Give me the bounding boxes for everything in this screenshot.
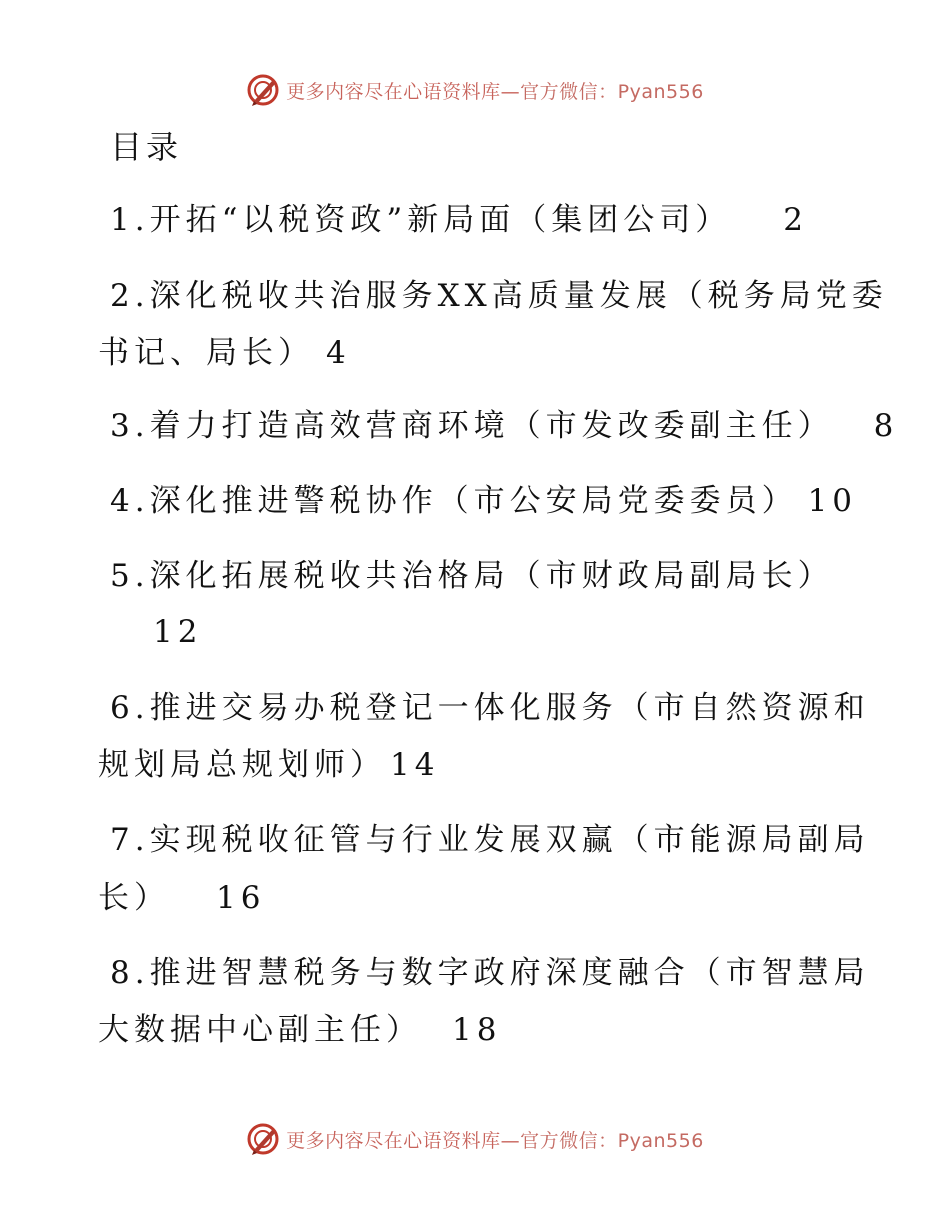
footer-banner-dash: — bbox=[500, 1129, 521, 1152]
pen-logo-icon bbox=[246, 73, 280, 107]
header-banner-dash: — bbox=[500, 80, 521, 103]
header-banner-wechat: 官方微信：Pyan556 bbox=[520, 80, 704, 103]
header-banner-text bbox=[286, 77, 704, 104]
footer-banner-main: 更多内容尽在心语资料库 bbox=[286, 1129, 501, 1152]
footer-banner bbox=[0, 1119, 950, 1159]
header-banner-content bbox=[246, 73, 704, 107]
header-banner bbox=[0, 70, 950, 110]
toc-entry-2-text-line1: 2.深化税收共治服务XX高质量发展（税务局党委 bbox=[110, 278, 888, 314]
pen-logo-icon bbox=[246, 1122, 280, 1156]
footer-banner-text bbox=[286, 1126, 704, 1153]
toc-entry-8-text-line2: 大数据中心副主任） bbox=[98, 1012, 422, 1048]
toc-entry-5-page: 12 bbox=[153, 614, 203, 650]
toc-entry-2-line1[interactable] bbox=[110, 276, 888, 316]
toc-entry-2-line2[interactable] bbox=[98, 333, 351, 373]
toc-entry-3-page: 8 bbox=[873, 408, 899, 444]
toc-entry-1-page: 2 bbox=[783, 202, 809, 238]
footer-banner-wechat: 官方微信：Pyan556 bbox=[520, 1129, 704, 1152]
toc-entry-2-text-line2: 书记、局长） bbox=[98, 335, 314, 371]
toc-entry-8-page: 18 bbox=[452, 1012, 502, 1048]
toc-entry-3[interactable] bbox=[110, 406, 898, 446]
toc-entry-5[interactable] bbox=[110, 556, 834, 596]
toc-entry-6-page: 14 bbox=[390, 747, 440, 783]
toc-entry-4-page: 10 bbox=[807, 483, 858, 519]
toc-entry-1-text: 1.开拓“以税资政”新局面（集团公司） bbox=[110, 202, 732, 238]
toc-entry-6-line2[interactable] bbox=[98, 745, 439, 785]
toc-entry-8-line2[interactable] bbox=[98, 1010, 501, 1050]
toc-entry-6-text-line2: 规划局总规划师） bbox=[98, 747, 386, 783]
toc-entry-6-line1[interactable] bbox=[110, 688, 870, 728]
toc-entry-8-line1[interactable] bbox=[110, 953, 870, 993]
toc-entry-7-text-line1: 7.实现税收征管与行业发展双赢（市能源局副局 bbox=[110, 822, 870, 858]
toc-entry-5-text: 5.深化拓展税收共治格局（市财政局副局长） bbox=[110, 558, 834, 594]
toc-entry-4-text: 4.深化推进警税协作（市公安局党委委员） bbox=[110, 483, 798, 519]
toc-entry-7-line2[interactable] bbox=[98, 878, 265, 918]
toc-entry-2-page: 4 bbox=[326, 335, 351, 371]
toc-entry-6-text-line1: 6.推进交易办税登记一体化服务（市自然资源和 bbox=[110, 690, 870, 726]
footer-banner-content bbox=[246, 1122, 704, 1156]
toc-entry-3-text: 3.着力打造高效营商环境（市发改委副主任） bbox=[110, 408, 834, 444]
toc-entry-8-text-line1: 8.推进智慧税务与数字政府深度融合（市智慧局 bbox=[110, 955, 870, 991]
toc-entry-1[interactable] bbox=[110, 200, 808, 240]
header-banner-main: 更多内容尽在心语资料库 bbox=[286, 80, 501, 103]
toc-entry-7-text-line2: 长） bbox=[98, 880, 170, 916]
toc-entry-4[interactable] bbox=[110, 481, 857, 521]
toc-entry-5-page-line[interactable] bbox=[153, 612, 202, 652]
toc-title: 目录 bbox=[110, 128, 183, 166]
toc-entry-7-page: 16 bbox=[216, 880, 266, 916]
toc-entry-7-line1[interactable] bbox=[110, 820, 870, 860]
